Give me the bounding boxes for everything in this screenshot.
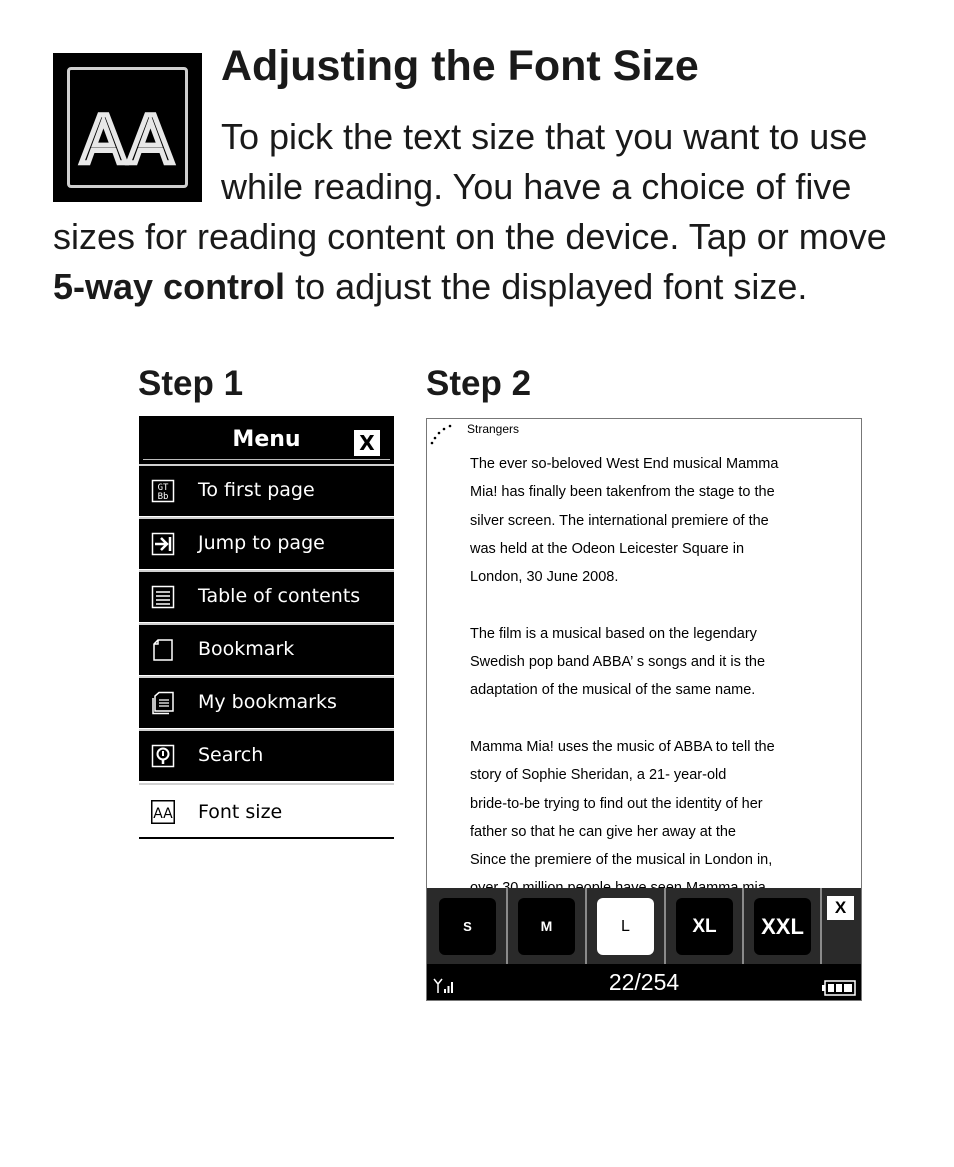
step-1-label: Step 1 (138, 364, 244, 403)
table-of-contents-icon (151, 585, 175, 609)
reader-text (470, 450, 858, 903)
font-bar-divider (820, 888, 822, 964)
text-line: bride-to-be trying to find out the identity of her (470, 795, 763, 812)
text-line: Mia! has finally been takenfrom the stage to the (470, 484, 775, 501)
text-line: London, 30 June 2008. (470, 569, 619, 586)
menu-item-table-of-contents[interactable] (139, 570, 394, 622)
my-bookmarks-icon (151, 691, 175, 715)
font-size-xxl-button[interactable]: XXL (754, 898, 811, 955)
battery-icon (822, 980, 856, 996)
text-line: The film is a musical based on the legendary (470, 625, 757, 642)
paragraph-gap (470, 591, 858, 619)
font-size-bar (427, 888, 861, 964)
step-2-label: Step 2 (426, 364, 532, 403)
device-menu (139, 416, 394, 839)
menu-item-bookmark[interactable] (139, 623, 394, 675)
intro-line-4 (53, 262, 807, 312)
font-size-icon-glyph (53, 53, 202, 202)
text-line: adaptation of the musical of the same name. (470, 682, 756, 699)
font-size-l-button[interactable]: L (597, 898, 654, 955)
text-line: father so that he can give her away at the (470, 823, 736, 840)
jump-to-page-icon (151, 532, 175, 556)
bookmark-icon (151, 638, 175, 662)
menu-item-my-bookmarks[interactable] (139, 676, 394, 728)
intro-line-2: while reading. You have a choice of five (221, 166, 852, 207)
menu-item-label: To first page (198, 479, 315, 501)
menu-item-font-size[interactable] (139, 783, 394, 839)
font-bar-close-button[interactable]: X (827, 896, 854, 920)
text-line: Swedish pop band ABBA’ s songs and it is the (470, 654, 766, 671)
book-title: Strangers (467, 422, 520, 436)
loading-dots-icon (429, 421, 455, 447)
text-line: The ever so-beloved West End musical Mamma (470, 456, 779, 472)
first-page-icon (151, 479, 175, 503)
reader-screen (426, 418, 862, 1001)
font-size-s-button[interactable]: S (439, 898, 496, 955)
font-size-icon-letters: AA (153, 806, 173, 822)
text-line: silver screen. The international premiere of the (470, 512, 769, 529)
menu-header (139, 416, 394, 464)
text-line: Mamma Mia! uses the music of ABBA to tell the (470, 738, 775, 755)
intro-line-3: sizes for reading content on the device. Tap or move (53, 216, 887, 257)
font-size-icon (53, 53, 202, 202)
menu-title: Menu (232, 427, 301, 452)
menu-header-divider (143, 459, 390, 460)
menu-item-label: Jump to page (198, 532, 325, 554)
menu-item-label: Font size (198, 801, 283, 823)
font-bar-divider (664, 888, 666, 964)
menu-item-label: My bookmarks (198, 691, 337, 713)
menu-item-jump-to-page[interactable] (139, 517, 394, 569)
menu-item-label: Table of contents (198, 585, 361, 607)
icon-letters: AA (80, 102, 174, 179)
menu-close-button[interactable]: X (354, 430, 380, 456)
svg-text:GT: GT (157, 483, 169, 493)
status-bar (427, 964, 861, 1001)
menu-item-label: Bookmark (198, 638, 295, 660)
font-bar-divider (506, 888, 508, 964)
search-icon (151, 744, 175, 768)
svg-text:Bb: Bb (157, 492, 169, 502)
font-size-icon (151, 800, 175, 824)
text-line: was held at the Odeon Leicester Square in (470, 540, 745, 557)
menu-item-label: Search (198, 744, 264, 766)
page-title: Adjusting the Font Size (221, 42, 699, 90)
intro-line-1: To pick the text size that you want to use (221, 116, 868, 157)
font-bar-divider (585, 888, 587, 964)
font-bar-divider (742, 888, 744, 964)
text-line: Since the premiere of the musical in London in, (470, 852, 773, 869)
text-line: story of Sophie Sheridan, a 21- year-old (470, 767, 727, 784)
font-size-xl-button[interactable]: XL (676, 898, 733, 955)
menu-item-to-first-page[interactable] (139, 464, 394, 516)
menu-item-search[interactable] (139, 729, 394, 781)
paragraph-gap (470, 705, 858, 733)
font-size-m-button[interactable]: M (518, 898, 575, 955)
intro-line-4-rest: to adjust the displayed font size. (285, 266, 808, 307)
page-indicator: 22/254 (608, 969, 680, 995)
five-way-control-term: 5-way control (53, 266, 286, 307)
